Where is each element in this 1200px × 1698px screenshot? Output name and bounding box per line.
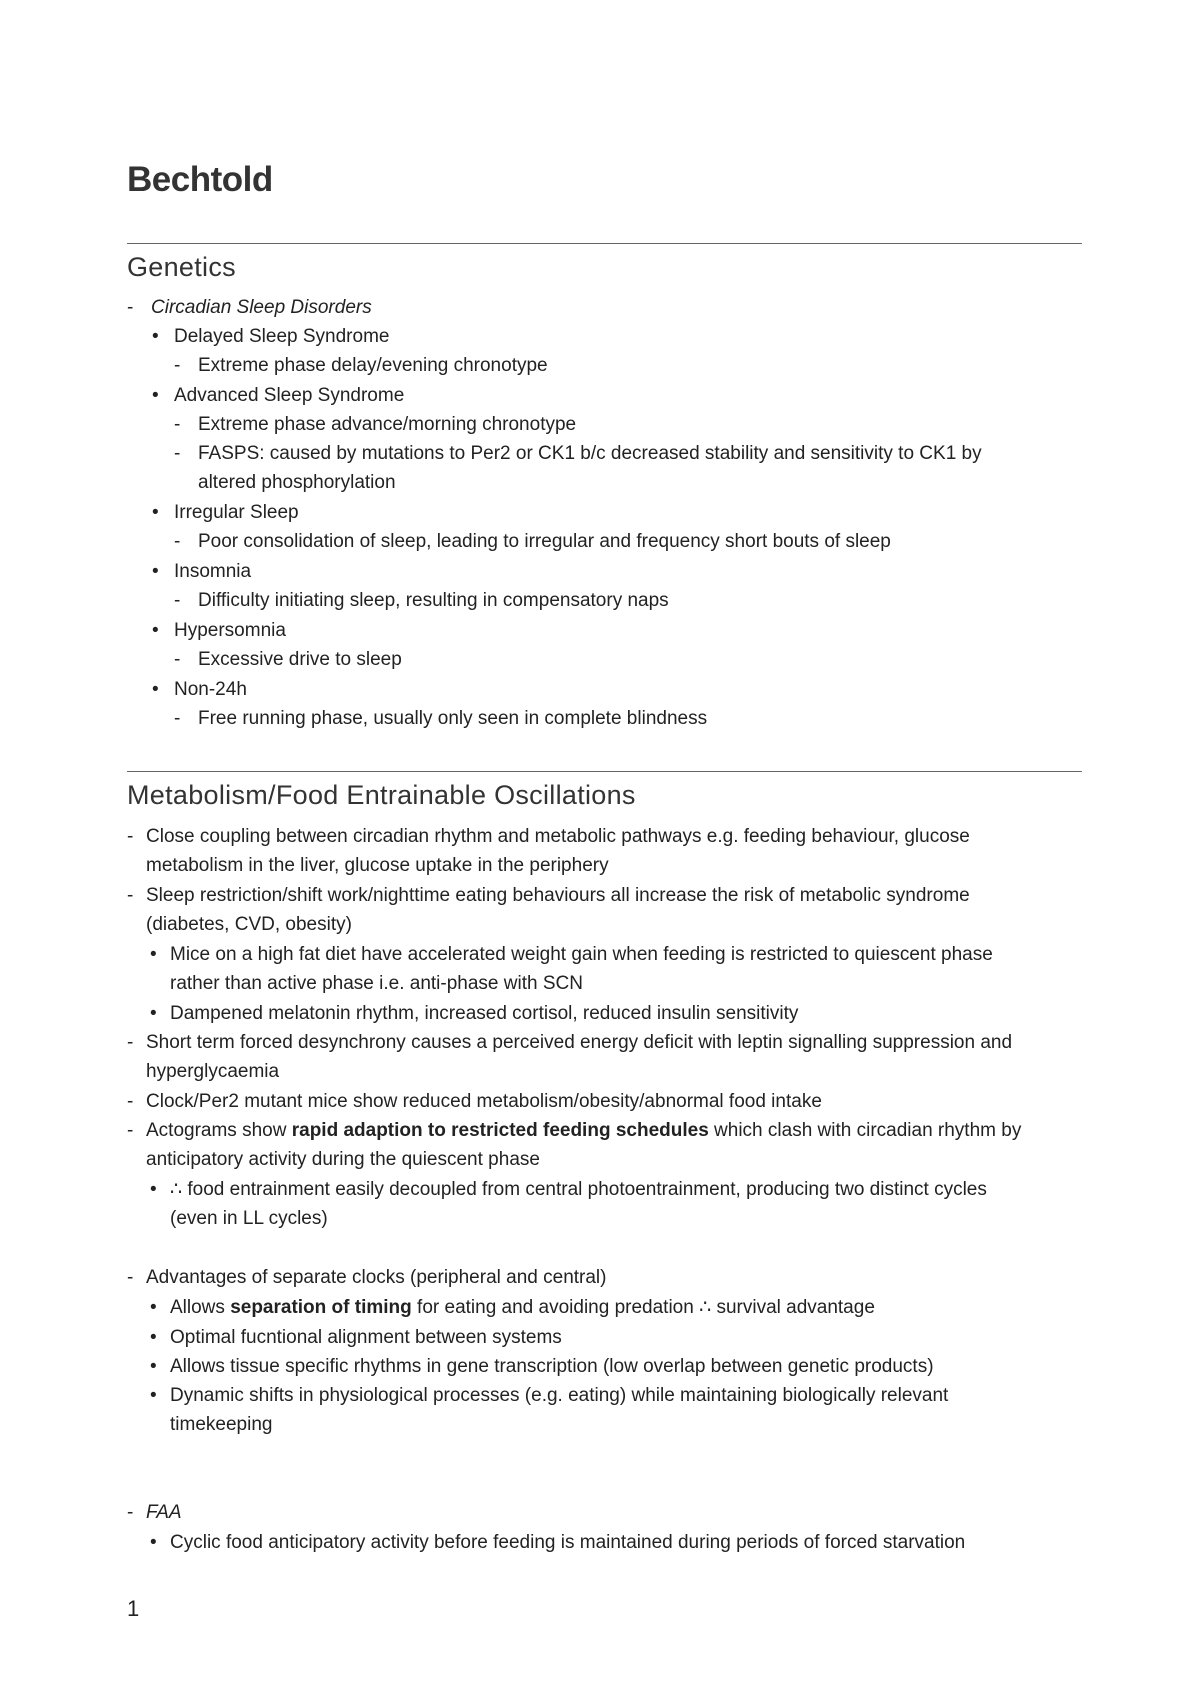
dash-marker: - [127, 297, 134, 318]
list-item-continuation: anticipatory activity during the quiescent phase [146, 1149, 540, 1170]
bullet-marker: • [150, 944, 157, 965]
list-item: Poor consolidation of sleep, leading to irregular and frequency short bouts of sleep [198, 531, 891, 552]
list-item [146, 1119, 1021, 1143]
text-run: for eating and avoiding predation ∴ survival advantage [411, 1297, 875, 1318]
dash-marker: - [174, 531, 181, 552]
list-item: Delayed Sleep Syndrome [174, 326, 390, 347]
dash-marker: - [127, 1032, 134, 1053]
bullet-marker: • [150, 1179, 157, 1200]
list-item: Hypersomnia [174, 620, 286, 641]
list-item-continuation: rather than active phase i.e. anti-phase with SCN [170, 973, 583, 994]
document-title: Bechtold [127, 160, 273, 199]
list-item: Advantages of separate clocks (peripheral and central) [146, 1267, 607, 1288]
section-heading-genetics: Genetics [127, 252, 236, 282]
list-item: Non-24h [174, 679, 247, 700]
dash-marker: - [174, 590, 181, 611]
list-item: Short term forced desynchrony causes a perceived energy deficit with leptin signalling suppression and [146, 1032, 1013, 1053]
dash-marker: - [174, 649, 181, 670]
page-number: 1 [127, 1596, 140, 1621]
list-item: ∴ food entrainment easily decoupled from central photoentrainment, producing two distinct cycles [170, 1179, 987, 1200]
list-item-category: FAA [146, 1502, 182, 1523]
bullet-marker: • [152, 502, 159, 523]
bullet-marker: • [150, 1003, 157, 1024]
bullet-marker: • [152, 620, 159, 641]
list-item: Mice on a high fat diet have accelerated weight gain when feeding is restricted to quiescent phase [170, 944, 993, 965]
list-item: Dynamic shifts in physiological processes (e.g. eating) while maintaining biologically relevant [170, 1385, 949, 1406]
bullet-marker: • [150, 1297, 157, 1318]
list-item: Optimal fucntional alignment between systems [170, 1327, 562, 1348]
list-item [170, 1296, 875, 1320]
list-item: Free running phase, usually only seen in complete blindness [198, 708, 708, 729]
bullet-marker: • [152, 679, 159, 700]
dash-marker: - [174, 414, 181, 435]
dash-marker: - [174, 355, 181, 376]
bullet-marker: • [152, 385, 159, 406]
dash-marker: - [127, 1502, 134, 1523]
section-heading-metabolism: Metabolism/Food Entrainable Oscillations [127, 780, 636, 810]
bullet-marker: • [150, 1532, 157, 1553]
list-item-continuation: (even in LL cycles) [170, 1208, 328, 1229]
list-item: Extreme phase advance/morning chronotype [198, 414, 577, 435]
list-item: Clock/Per2 mutant mice show reduced metabolism/obesity/abnormal food intake [146, 1091, 822, 1112]
dash-marker: - [127, 826, 134, 847]
bold-text: separation of timing [230, 1297, 412, 1318]
text-run: which clash with circadian rhythm by [708, 1120, 1022, 1141]
dash-marker: - [127, 1091, 134, 1112]
list-item: Difficulty initiating sleep, resulting in compensatory naps [198, 590, 669, 611]
dash-marker: - [127, 885, 134, 906]
list-item: Sleep restriction/shift work/nighttime eating behaviours all increase the risk of metabolic syndrome [146, 885, 970, 906]
list-item: Advanced Sleep Syndrome [174, 385, 405, 406]
list-item-continuation: altered phosphorylation [198, 472, 396, 493]
dash-marker: - [127, 1120, 134, 1141]
bullet-marker: • [152, 326, 159, 347]
section-divider [127, 771, 1082, 772]
list-item-continuation: timekeeping [170, 1414, 273, 1435]
dash-marker: - [127, 1267, 134, 1288]
list-item: Allows tissue specific rhythms in gene transcription (low overlap between genetic products) [170, 1356, 934, 1377]
list-item: Close coupling between circadian rhythm and metabolic pathways e.g. feeding behaviour, glucose [146, 826, 970, 847]
list-item: Cyclic food anticipatory activity before feeding is maintained during periods of forced starvation [170, 1532, 966, 1553]
list-item: Insomnia [174, 561, 252, 582]
bullet-marker: • [150, 1356, 157, 1377]
list-item: Irregular Sleep [174, 502, 299, 523]
bullet-marker: • [150, 1327, 157, 1348]
text-run: Allows [170, 1297, 231, 1318]
bullet-marker: • [152, 561, 159, 582]
list-item-continuation: hyperglycaemia [146, 1061, 280, 1082]
bold-text: rapid adaption to restricted feeding schedules [291, 1120, 709, 1141]
list-item-continuation: metabolism in the liver, glucose uptake in the periphery [146, 855, 609, 876]
list-item: Dampened melatonin rhythm, increased cortisol, reduced insulin sensitivity [170, 1003, 799, 1024]
section-divider [127, 243, 1082, 244]
list-item-continuation: (diabetes, CVD, obesity) [146, 914, 352, 935]
list-item-category: Circadian Sleep Disorders [151, 297, 372, 318]
list-item: Excessive drive to sleep [198, 649, 402, 670]
dash-marker: - [174, 708, 181, 729]
list-item: Extreme phase delay/evening chronotype [198, 355, 548, 376]
text-run: Actograms show [146, 1120, 292, 1141]
list-item: FASPS: caused by mutations to Per2 or CK1 b/c decreased stability and sensitivity to CK1 by [198, 443, 982, 464]
bullet-marker: • [150, 1385, 157, 1406]
dash-marker: - [174, 443, 181, 464]
